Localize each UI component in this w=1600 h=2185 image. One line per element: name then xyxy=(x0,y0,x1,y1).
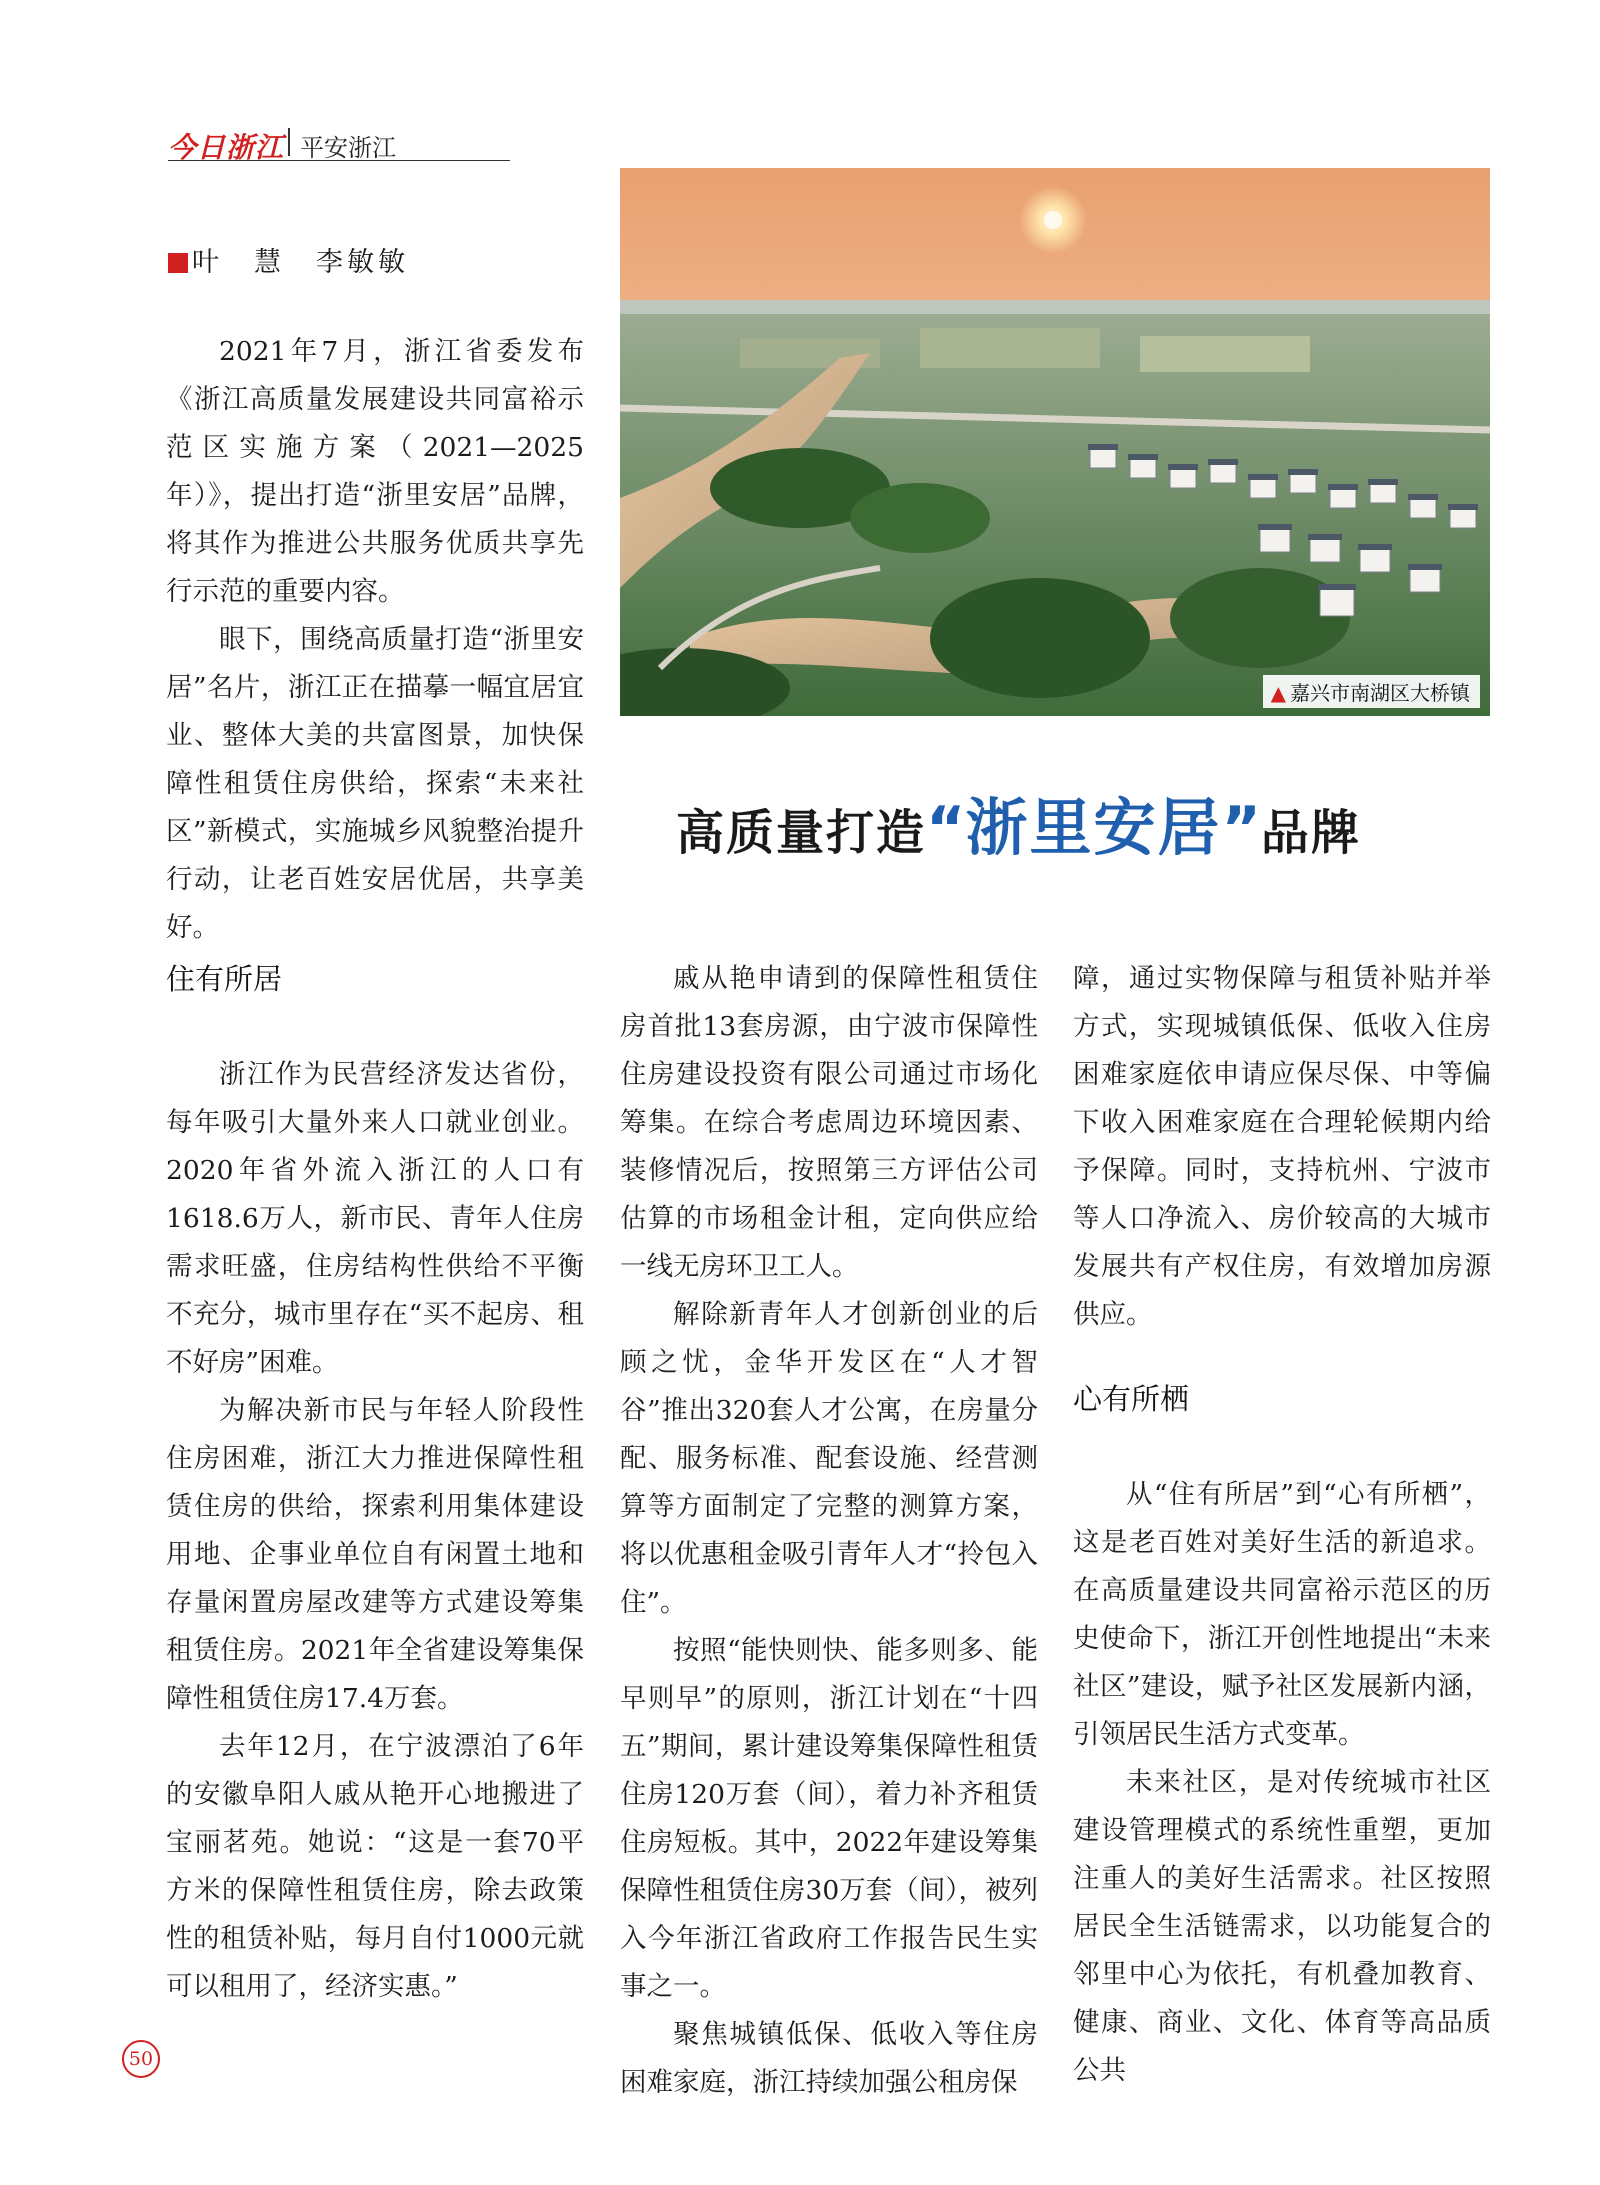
running-header xyxy=(168,124,510,164)
article-title xyxy=(676,778,1496,867)
author-names: 叶 慧 李敏敏 xyxy=(192,247,409,278)
intro-text xyxy=(166,328,584,952)
header-divider xyxy=(288,128,290,156)
page-number: 50 xyxy=(122,2040,160,2078)
body-paragraph: 解除新青年人才创新创业的后顾之忧，金华开发区在“人才智谷”推出320套人才公寓，在房量分配、服务标准、配套设施、经营测算等方面制定了完整的测算方案，将以优惠租金吸引青年人才“拎包入住”。 xyxy=(620,1299,1038,1618)
title-suffix: 品牌 xyxy=(1260,805,1361,861)
red-square-icon xyxy=(168,253,188,273)
triangle-icon: ▲ xyxy=(1270,681,1286,705)
title-open-quote: “ xyxy=(926,794,966,864)
section-heading: 心有所栖 xyxy=(1073,1382,1190,1416)
aerial-landscape-image xyxy=(620,168,1490,716)
photo-caption xyxy=(1263,675,1480,708)
magazine-logo: 今日浙江 xyxy=(168,131,285,164)
body-paragraph: 为解决新市民与年轻人阶段性住房困难，浙江大力推进保障性租赁住房的供给，探索利用集体建设用地、企事业单位自有闲置土地和存量闲置房屋改建等方式建设筹集租赁住房。2021年全省建设筹集保障性租赁住房17.4万套。 xyxy=(166,1395,584,1714)
body-paragraph: 未来社区，是对传统城市社区建设管理模式的系统性重塑，更加注重人的美好生活需求。社区按照居民全生活链需求，以功能复合的邻里中心为依托，有机叠加教育、健康、商业、文化、体育等高品质公共 xyxy=(1073,1767,1491,2086)
intro-paragraph: 2021年7月，浙江省委发布《浙江高质量发展建设共同富裕示范区实施方案（2021—2025年）》，提出打造“浙里安居”品牌，将其作为推进公共服务优质共享先行示范的重要内容。 xyxy=(166,336,584,607)
section-heading: 住有所居 xyxy=(166,962,283,996)
aerial-photo xyxy=(620,168,1490,716)
section-name: 平安浙江 xyxy=(300,134,396,162)
body-paragraph: 按照“能快则快、能多则多、能早则早”的原则，浙江计划在“十四五”期间，累计建设筹集保障性租赁住房120万套（间），着力补齐租赁住房短板。其中，2022年建设筹集保障性租赁住房30万套（间），被列入今年浙江省政府工作报告民生实事之一。 xyxy=(620,1635,1038,2002)
body-paragraph: 去年12月，在宁波漂泊了6年的安徽阜阳人戚从艳开心地搬进了宝丽茗苑。她说：“这是一套70平方米的保障性租赁住房，除去政策性的租赁补贴，每月自付1000元就可以租用了，经济实惠。” xyxy=(166,1731,584,2002)
column-3 xyxy=(1073,955,1491,2095)
body-paragraph: 聚焦城镇低保、低收入等住房困难家庭，浙江持续加强公租房保 xyxy=(620,2019,1038,2098)
photo-caption-text: 嘉兴市南湖区大桥镇 xyxy=(1290,681,1470,705)
title-highlight: 浙里安居 xyxy=(965,791,1222,864)
body-paragraph: 戚从艳申请到的保障性租赁住房首批13套房源，由宁波市保障性住房建设投资有限公司通过市场化筹集。在综合考虑周边环境因素、装修情况后，按照第三方评估公司估算的市场租金计租，定向供应给一线无房环卫工人。 xyxy=(620,963,1038,1282)
title-prefix: 高质量打造 xyxy=(676,805,927,861)
column-1 xyxy=(166,955,584,2011)
body-paragraph: 从“住有所居”到“心有所栖”，这是老百姓对美好生活的新追求。在高质量建设共同富裕示范区的历史使命下，浙江开创性地提出“未来社区”建设，赋予社区发展新内涵，引领居民生活方式变革。 xyxy=(1073,1479,1491,1750)
body-paragraph: 浙江作为民营经济发达省份，每年吸引大量外来人口就业创业。2020年省外流入浙江的人口有1618.6万人，新市民、青年人住房需求旺盛，住房结构性供给不平衡不充分，城市里存在“买不起房、租不好房”困难。 xyxy=(166,1059,584,1378)
intro-paragraph: 眼下，围绕高质量打造“浙里安居”名片，浙江正在描摹一幅宜居宜业、整体大美的共富图景，加快保障性租赁住房供给，探索“未来社区”新模式，实施城乡风貌整治提升行动，让老百姓安居优居，共享美好。 xyxy=(166,624,584,943)
column-2 xyxy=(620,955,1038,2107)
byline xyxy=(168,240,409,279)
body-paragraph-continued: 障，通过实物保障与租赁补贴并举方式，实现城镇低保、低收入住房困难家庭依申请应保尽保、中等偏下收入困难家庭在合理轮候期内给予保障。同时，支持杭州、宁波市等人口净流入、房价较高的大城市发展共有产权住房，有效增加房源供应。 xyxy=(1073,963,1491,1330)
title-close-quote: ” xyxy=(1221,794,1261,864)
